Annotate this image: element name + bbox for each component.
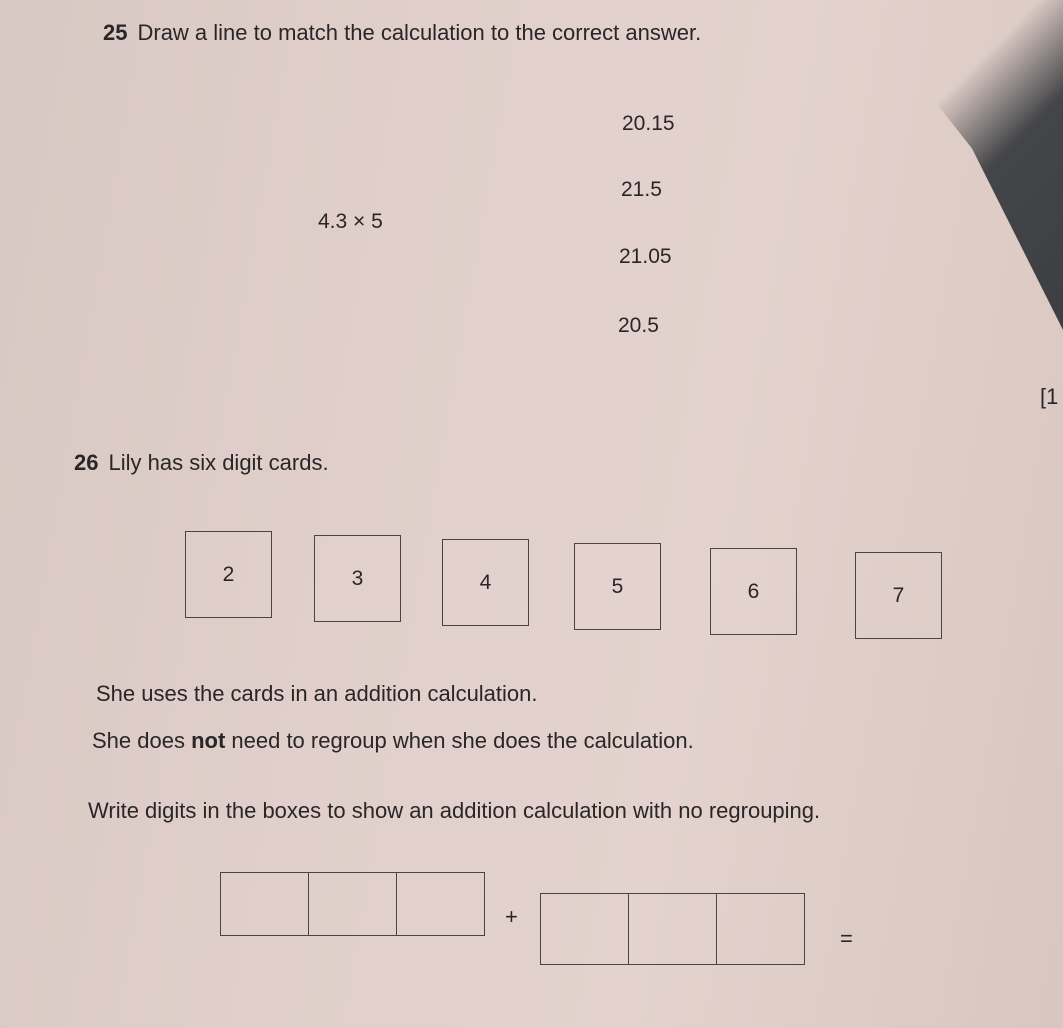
question-25-heading xyxy=(103,20,701,46)
plus-sign: + xyxy=(505,904,518,929)
equals-sign: = xyxy=(840,926,853,951)
mark-allocation: [1 xyxy=(1040,384,1059,409)
digit-card: 6 xyxy=(710,548,797,635)
emphasis-not: not xyxy=(191,728,226,753)
answer-option[interactable]: 21.5 xyxy=(621,178,662,201)
instruction-text: Write digits in the boxes to show an addition calculation with no regrouping. xyxy=(88,798,821,823)
question-prompt: Lily has six digit cards. xyxy=(108,450,329,475)
digit-card: 5 xyxy=(574,543,661,630)
digit-box[interactable] xyxy=(717,894,804,964)
answer-option[interactable]: 20.15 xyxy=(622,112,675,135)
digit-card: 7 xyxy=(855,552,942,639)
answer-option[interactable]: 21.05 xyxy=(619,245,672,268)
second-number-boxes xyxy=(540,893,805,965)
digit-box[interactable] xyxy=(541,894,629,964)
digit-box[interactable] xyxy=(221,873,309,935)
digit-box[interactable] xyxy=(309,873,397,935)
question-prompt: Draw a line to match the calculation to the correct answer. xyxy=(137,20,702,45)
digit-card: 2 xyxy=(185,531,272,618)
first-number-boxes xyxy=(220,872,485,936)
digit-card: 4 xyxy=(442,539,529,626)
digit-card: 3 xyxy=(314,535,401,622)
question-26-heading xyxy=(74,450,329,476)
answer-option[interactable]: 20.5 xyxy=(618,314,659,337)
digit-box[interactable] xyxy=(397,873,484,935)
digit-box[interactable] xyxy=(629,894,717,964)
photo-shadow xyxy=(803,0,1063,330)
question-number: 25 xyxy=(103,20,128,45)
calculation-expression: 4.3 × 5 xyxy=(318,210,383,233)
info-line-1: She uses the cards in an addition calculation. xyxy=(96,681,538,706)
question-number: 26 xyxy=(74,450,99,475)
info-line-2: She does not need to regroup when she does the calculation. xyxy=(92,728,694,753)
